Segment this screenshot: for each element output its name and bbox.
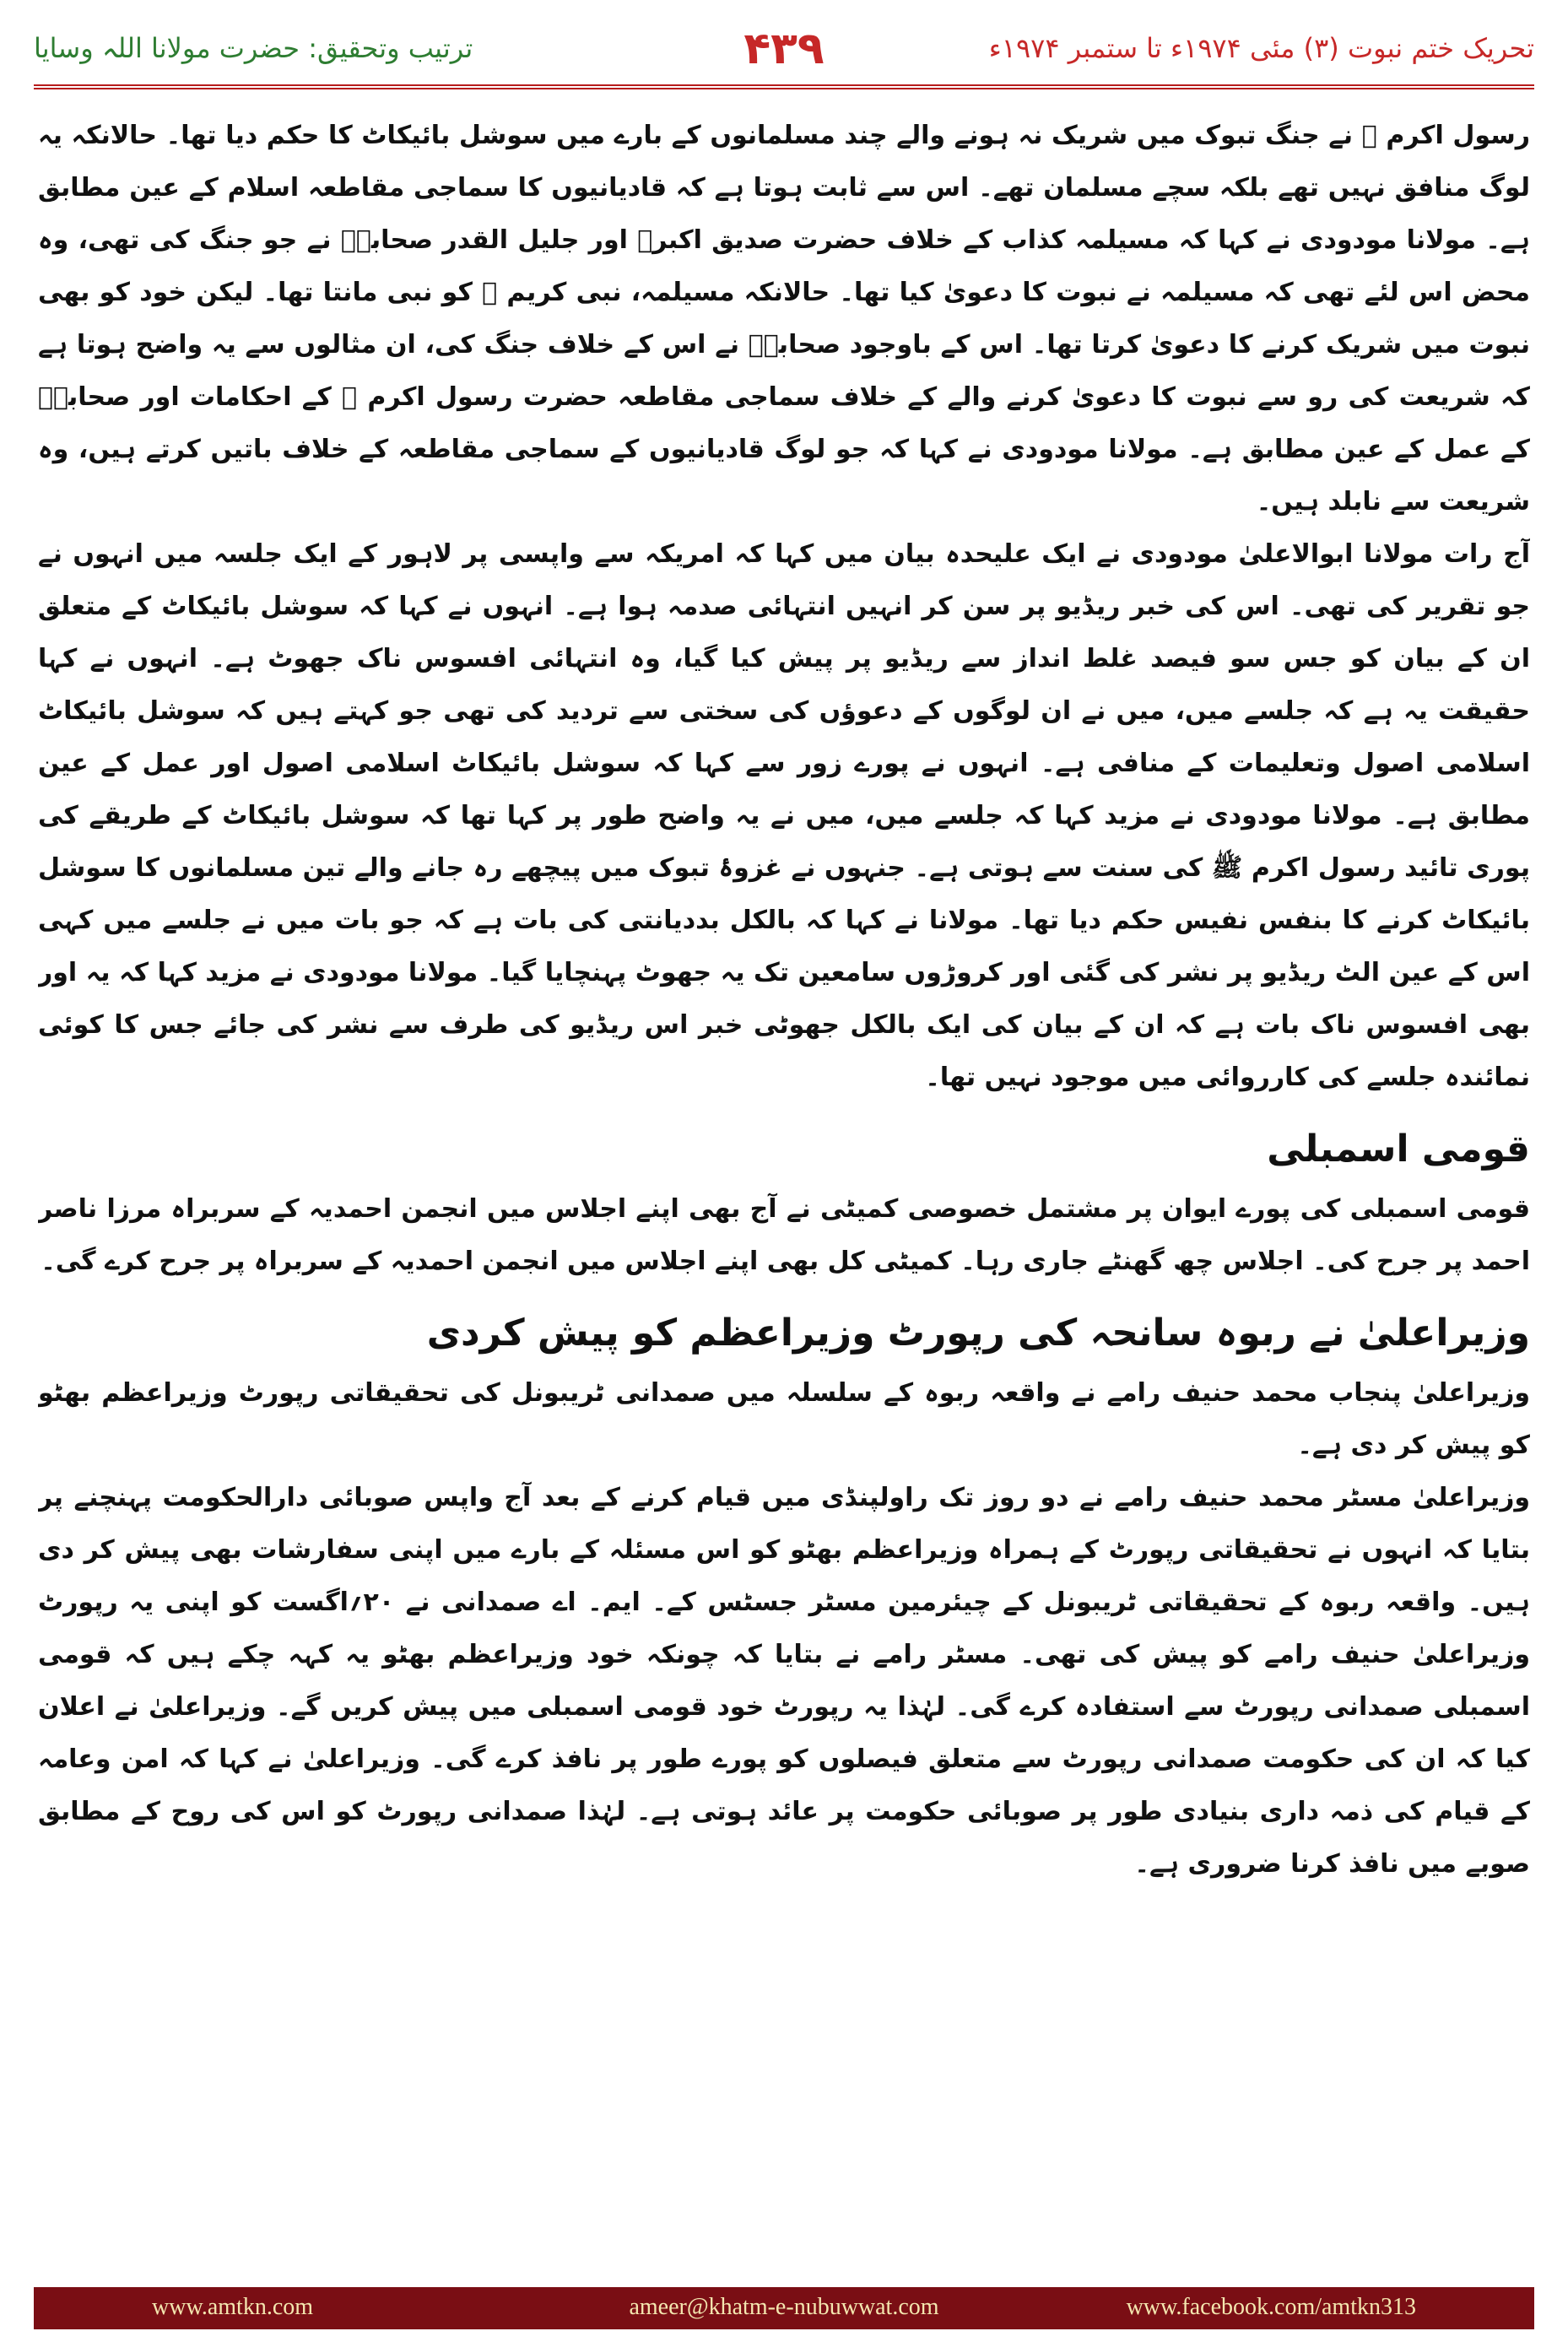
paragraph-national-assembly: قومی اسمبلی کی پورے ایوان پر مشتمل خصوصی کمیٹی نے آج بھی اپنے اجلاس میں انجمن احمدیہ کے سربراہ مرزا ناصر احمد پر جرح کی۔ اجلاس چھ گھنٹے جاری رہا۔ کمیٹی کل بھی اپنے اجلاس میں انجمن احمدیہ کے سربراہ پر جرح کرے گی۔ — [38, 1194, 1530, 1276]
article-body — [38, 110, 1530, 2203]
header-editor-credit: ترتیب وتحقیق: حضرت مولانا اللہ وسایا — [34, 32, 473, 64]
page-footer — [34, 2287, 1534, 2329]
paragraph-report-details: وزیراعلیٰ مسٹر محمد حنیف رامے نے دو روز تک راولپنڈی میں قیام کرنے کے بعد آج واپس صوبائی دارالحکومت پہنچنے پر بتایا کہ انہوں نے تحقیقاتی رپورٹ کے ہمراہ وزیراعظم بھٹو کو اس مسئلہ کے بارے میں اپنی سفارشات بھی پیش کر دی ہیں۔ واقعہ ربوہ کے تحقیقاتی ٹریبونل کے چیئرمین مسٹر جسٹس کے۔ ایم۔ اے صمدانی نے ۲۰؍اگست کو اپنی یہ رپورٹ وزیراعلیٰ حنیف رامے کو پیش کی تھی۔ مسٹر رامے نے بتایا کہ چونکہ خود وزیراعظم بھٹو یہ کہہ چکے ہیں کہ قومی اسمبلی صمدانی رپورٹ سے استفادہ کرے گی۔ لہٰذا یہ رپورٹ خود قومی اسمبلی میں پیش کریں گے۔ وزیراعلیٰ نے اعلان کیا کہ ان کی حکومت صمدانی رپورٹ سے متعلق فیصلوں کو پورے طور پر نافذ کرے گی۔ وزیراعلیٰ نے کہا کہ امن وعامہ کے قیام کی ذمہ داری بنیادی طور پر صوبائی حکومت پر عائد ہوتی ہے۔ لہٰذا صمدانی رپورٹ کو اس کی روح کے مطابق صوبے میں نافذ کرنا ضروری ہے۔ — [38, 1483, 1530, 1879]
section-heading-national-assembly: قومی اسمبلی — [1267, 1128, 1530, 1171]
paragraph-report-presented: وزیراعلیٰ پنجاب محمد حنیف رامے نے واقعہ ربوہ کے سلسلہ میں صمدانی ٹریبونل کی تحقیقاتی رپورٹ وزیراعظم بھٹو کو پیش کر دی ہے۔ — [38, 1378, 1530, 1460]
footer-email-link[interactable]: ameer@khatm-e-nubuwwat.com — [629, 2294, 939, 2320]
page-number: ۴۳۹ — [743, 24, 825, 74]
page-header — [34, 24, 1534, 83]
paragraph-maududi-statement: آج رات مولانا ابوالاعلیٰ مودودی نے ایک علیحدہ بیان میں کہا کہ امریکہ سے واپسی پر لاہور کے ایک جلسہ میں انہوں نے جو تقریر کی تھی۔ اس کی خبر ریڈیو پر سن کر انہیں انتہائی صدمہ ہوا ہے۔ انہوں نے کہا کہ سوشل بائیکاٹ کے متعلق ان کے بیان کو جس سو فیصد غلط انداز سے ریڈیو پر پیش کیا گیا، وہ انتہائی افسوس ناک جھوٹ ہے۔ انہوں نے کہا حقیقت یہ ہے کہ جلسے میں، میں نے ان لوگوں کے دعوؤں کی سختی سے تردید کی تھی جو کہتے ہیں کہ سوشل بائیکاٹ اسلامی اصول وتعلیمات کے منافی ہے۔ انہوں نے پورے زور سے کہا کہ سوشل بائیکاٹ اسلامی اصول اور عمل کے عین مطابق ہے۔ مولانا مودودی نے مزید کہا کہ جلسے میں، میں نے یہ واضح طور پر کہا تھا کہ سوشل بائیکاٹ کے طریقے کی پوری تائید رسول اکرم ﷺ کی سنت سے ہوتی ہے۔ جنہوں نے غزوۂ تبوک میں پیچھے رہ جانے والے تین مسلمانوں کا سوشل بائیکاٹ کرنے کا بنفس نفیس حکم دیا تھا۔ مولانا نے کہا کہ بالکل بددیانتی کی بات ہے کہ جو بات میں نے جلسے میں کہی اس کے عین الٹ ریڈیو پر نشر کی گئی اور کروڑوں سامعین تک یہ جھوٹ پہنچایا گیا۔ مولانا مودودی نے مزید کہا کہ یہ اور بھی افسوس ناک بات ہے کہ ان کے بیان کی ایک بالکل جھوٹی خبر اس ریڈیو کی طرف سے نشر کی جائے جس کا کوئی نمائندہ جلسے کی کارروائی میں موجود نہیں تھا۔ — [38, 539, 1530, 1092]
footer-facebook-link[interactable]: www.facebook.com/amtkn313 — [1126, 2294, 1416, 2320]
paragraph-social-boycott: رسول اکرم ﷺ نے جنگ تبوک میں شریک نہ ہونے والے چند مسلمانوں کے بارے میں سوشل بائیکاٹ کا حکم دیا تھا۔ حالانکہ یہ لوگ منافق نہیں تھے بلکہ سچے مسلمان تھے۔ اس سے ثابت ہوتا ہے کہ قادیانیوں کا سماجی مقاطعہ اسلام کے عین مطابق ہے۔ مولانا مودودی نے کہا کہ مسیلمہ کذاب کے خلاف حضرت صدیق اکبرؓ اور جلیل القدر صحابہؓ نے جو جنگ کی تھی، وہ محض اس لئے تھی کہ مسیلمہ نے نبوت کا دعویٰ کیا تھا۔ حالانکہ مسیلمہ، نبی کریم ﷺ کو نبی مانتا تھا۔ لیکن خود کو بھی نبوت میں شریک کرنے کا دعویٰ کرتا تھا۔ اس کے باوجود صحابہؓ نے اس کے خلاف جنگ کی، ان مثالوں سے یہ واضح ہوتا ہے کہ شریعت کی رو سے نبوت کا دعویٰ کرنے والے کے خلاف سماجی مقاطعہ حضرت رسول اکرم ﷺ کے احکامات اور صحابہؓ کے عمل کے عین مطابق ہے۔ مولانا مودودی نے کہا کہ جو لوگ قادیانیوں کے سماجی مقاطعہ کے خلاف باتیں کرتے ہیں، وہ شریعت سے نابلد ہیں۔ — [38, 121, 1530, 517]
header-divider — [34, 84, 1534, 89]
footer-website-link[interactable]: www.amtkn.com — [152, 2294, 314, 2320]
section-heading-rabwah-report: وزیراعلیٰ نے ربوہ سانحہ کی رپورٹ وزیراعظم کو پیش کردی — [426, 1312, 1530, 1355]
header-book-title: تحریک ختم نبوت (۳) مئی ۱۹۷۴ء تا ستمبر ۱۹۷۴ء — [988, 32, 1534, 64]
